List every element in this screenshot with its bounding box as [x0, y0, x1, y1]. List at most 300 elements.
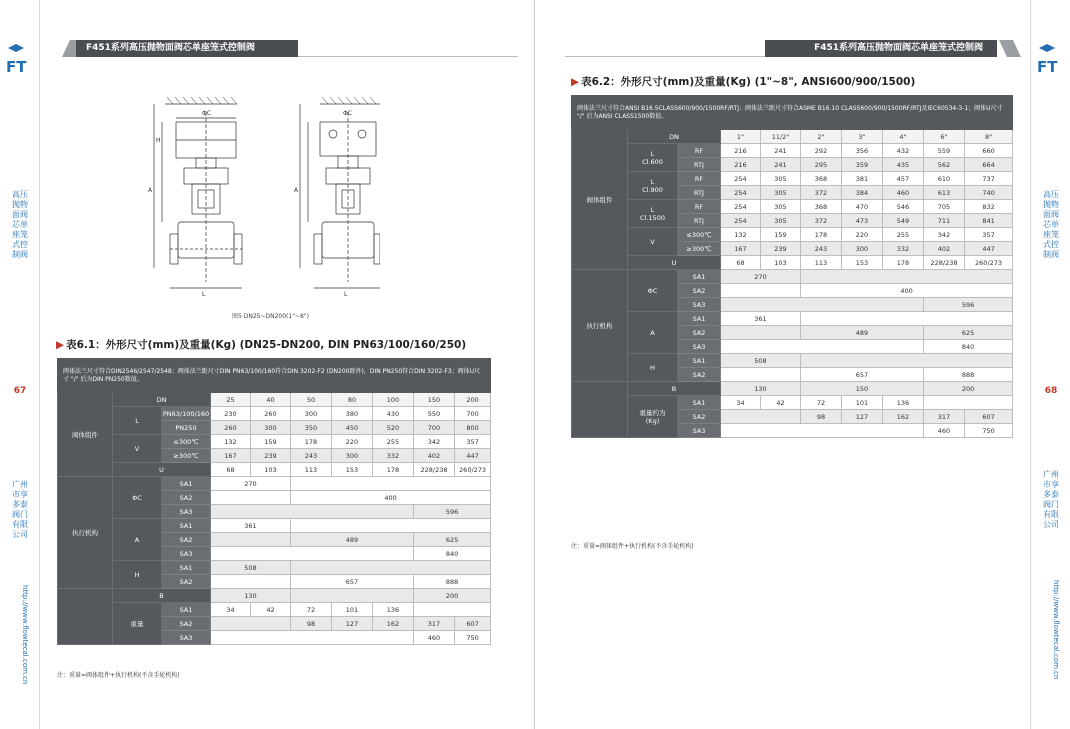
table-cell: 239: [251, 449, 291, 463]
table-cell: 700: [455, 407, 491, 421]
table-cell: 阀体法兰尺寸符合ANSI B16.5CLASS600/900/1500RF/RTJ；阀体法兰距尺寸符合ASME B16.10 CLASS600/900/1500RF/RTJ及IEC60534-3-1；阀体U尺寸 "/" 后为ANSI CLASS1500数值。: [572, 96, 1013, 130]
table-cell: 613: [924, 186, 965, 200]
table-cell: 8": [965, 130, 1013, 144]
table-cell: 400: [801, 284, 1013, 298]
table-cell: 132: [721, 228, 761, 242]
table-cell: 127: [842, 410, 883, 424]
right-page: [535, 0, 1070, 729]
table-cell: 243: [801, 242, 842, 256]
table-cell: 178: [801, 228, 842, 242]
table-cell: 80: [332, 393, 373, 407]
page-number: 67: [13, 386, 27, 396]
table-cell: [291, 589, 414, 603]
table-cell: 888: [414, 575, 491, 589]
table-cell: 300: [332, 449, 373, 463]
table-row: [572, 382, 1013, 396]
table-cell: L Cl.1500: [628, 200, 678, 228]
table-cell: [721, 298, 924, 312]
table-cell: 361: [211, 519, 291, 533]
table-cell: 260: [251, 407, 291, 421]
table-cell: 132: [211, 435, 251, 449]
table-cell: B: [113, 589, 211, 603]
table-cell: 596: [924, 298, 1013, 312]
table-cell: 705: [924, 200, 965, 214]
table-cell: [211, 505, 414, 519]
svg-text:L: L: [344, 291, 348, 298]
table-cell: ≤300℃: [162, 435, 211, 449]
table-cell: 270: [211, 477, 291, 491]
table-cell: 阀体法兰尺寸符合DIN2546/2547/2548；阀体法兰距尺寸DIN PN63/100/160符合DIN 3202-F2 (DN200除外)，DIN PN250符合DIN 3202-F3；阀体U尺寸 "/" 后为DIN PN250数值。: [58, 359, 491, 393]
valve-drawing: [140, 92, 380, 302]
table-cell: 800: [455, 421, 491, 435]
table-cell: SA1: [678, 270, 721, 284]
table-cell: SA2: [678, 284, 721, 298]
table-cell: 260/273: [455, 463, 491, 477]
table-cell: 300: [291, 407, 332, 421]
table-title: ▶ 表6.2：外形尺寸(mm)及重量(Kg) (1"~8", ANSI600/900/1500): [571, 76, 916, 88]
table-cell: 228/238: [924, 256, 965, 270]
table-row: [58, 561, 491, 575]
table-cell: SA1: [162, 519, 211, 533]
table-cell: 68: [211, 463, 251, 477]
table-row: [58, 393, 491, 407]
table-cell: 368: [801, 200, 842, 214]
table-cell: 489: [801, 326, 924, 340]
table-cell: [211, 547, 414, 561]
table-cell: SA2: [162, 575, 211, 589]
table-cell: [801, 354, 1013, 368]
table-cell: 356: [842, 144, 883, 158]
table-cell: 508: [211, 561, 291, 575]
table-cell: 342: [414, 435, 455, 449]
table-cell: ≥300℃: [162, 449, 211, 463]
table-cell: 254: [721, 186, 761, 200]
table-cell: 607: [455, 617, 491, 631]
table-cell: 150: [414, 393, 455, 407]
table-row: [58, 359, 491, 393]
table-cell: PN250: [162, 421, 211, 435]
table-cell: 254: [721, 172, 761, 186]
table-cell: A: [628, 312, 678, 354]
table-cell: 200: [924, 382, 1013, 396]
table-cell: 508: [721, 354, 801, 368]
table-cell: PN63/100/160: [162, 407, 211, 421]
footnote: 注：重量=阀体组件+执行机构(不含手轮机构): [57, 672, 180, 679]
table-row: [572, 200, 1013, 214]
table-cell: DN: [113, 393, 211, 407]
table-cell: [211, 533, 291, 547]
table-cell: 737: [965, 172, 1013, 186]
svg-text:FT: FT: [1037, 58, 1058, 76]
table-cell: [801, 312, 1013, 326]
table-title: ▶ 表6.1：外形尺寸(mm)及重量(Kg) (DN25-DN200, DIN PN63/100/160/250): [56, 339, 467, 351]
table-cell: 162: [373, 617, 414, 631]
right-sidebar: [1030, 0, 1070, 729]
table-cell: 550: [414, 407, 455, 421]
table-cell: SA2: [678, 326, 721, 340]
table-cell: 657: [801, 368, 924, 382]
table-cell: 368: [801, 172, 842, 186]
table-cell: 372: [801, 214, 842, 228]
page-header: F451系列高压抛物面阀芯单座笼式控制阀: [765, 40, 997, 57]
table-cell: 100: [373, 393, 414, 407]
page-header: F451系列高压抛物面阀芯单座笼式控制阀: [76, 40, 298, 57]
table-cell: 6": [924, 130, 965, 144]
table-cell: 740: [965, 186, 1013, 200]
table-cell: SA3: [162, 505, 211, 519]
table-cell: [721, 424, 924, 438]
table-row: [572, 256, 1013, 270]
table-cell: 重量约为 (Kg): [628, 396, 678, 438]
table-cell: 402: [414, 449, 455, 463]
table-cell: 657: [291, 575, 414, 589]
table-cell: 295: [801, 158, 842, 172]
table-cell: 101: [842, 396, 883, 410]
table-cell: 888: [924, 368, 1013, 382]
table-cell: 549: [883, 214, 924, 228]
table-cell: RTJ: [678, 186, 721, 200]
table-row: [58, 477, 491, 491]
table-cell: 305: [761, 186, 801, 200]
side-title: 高压抛物面阀芯单座笼式控制阀: [1043, 190, 1059, 259]
table-cell: 832: [965, 200, 1013, 214]
table-cell: [721, 368, 801, 382]
table-cell: SA3: [678, 424, 721, 438]
table-cell: 350: [291, 421, 332, 435]
table-cell: 113: [291, 463, 332, 477]
table-cell: 840: [924, 340, 1013, 354]
table-cell: 3": [842, 130, 883, 144]
table-cell: 460: [883, 186, 924, 200]
table-cell: [211, 631, 414, 645]
table-cell: 625: [924, 326, 1013, 340]
table-cell: 34: [721, 396, 761, 410]
table-cell: 150: [801, 382, 924, 396]
table-cell: SA1: [162, 561, 211, 575]
table-row: [58, 407, 491, 421]
table-cell: 254: [721, 214, 761, 228]
table-cell: 473: [842, 214, 883, 228]
svg-text:H: H: [156, 137, 161, 144]
table-cell: 130: [211, 589, 291, 603]
table-cell: 103: [251, 463, 291, 477]
company-name: 广州市享多泰阀门有限公司: [1043, 470, 1059, 529]
table-cell: 178: [883, 256, 924, 270]
table-cell: SA3: [678, 340, 721, 354]
header-accent: [999, 40, 1021, 57]
table-row: [572, 270, 1013, 284]
table-row: [58, 603, 491, 617]
table-cell: [924, 396, 1013, 410]
svg-text:FT: FT: [6, 58, 27, 76]
table-cell: 260/273: [965, 256, 1013, 270]
table-cell: A: [113, 519, 162, 561]
table-cell: 98: [291, 617, 332, 631]
table-cell: 317: [924, 410, 965, 424]
table-cell: 342: [924, 228, 965, 242]
table-cell: 34: [211, 603, 251, 617]
table-cell: SA1: [678, 354, 721, 368]
triangle-icon: ▶: [571, 76, 580, 88]
table-cell: 216: [721, 144, 761, 158]
table-cell: 113: [801, 256, 842, 270]
table-row: [58, 519, 491, 533]
table-cell: SA1: [678, 396, 721, 410]
table-cell: 重量: [113, 603, 162, 645]
table-cell: 167: [721, 242, 761, 256]
table-cell: 159: [251, 435, 291, 449]
table-row: [58, 435, 491, 449]
table-cell: 260: [211, 421, 251, 435]
table-cell: 162: [883, 410, 924, 424]
table-cell: SA2: [162, 533, 211, 547]
header-rule: [298, 56, 518, 57]
table-cell: 450: [332, 421, 373, 435]
table-cell: U: [628, 256, 721, 270]
table-cell: SA2: [162, 617, 211, 631]
svg-text:ΦC: ΦC: [202, 110, 211, 117]
table-cell: [721, 326, 801, 340]
table-cell: 607: [965, 410, 1013, 424]
table-cell: 447: [455, 449, 491, 463]
table-cell: 430: [373, 407, 414, 421]
table-cell: [572, 382, 628, 438]
table-cell: SA3: [678, 298, 721, 312]
table-cell: 103: [761, 256, 801, 270]
table-cell: L Cl.600: [628, 144, 678, 172]
table-cell: 42: [761, 396, 801, 410]
table-cell: 241: [761, 158, 801, 172]
table-cell: 841: [965, 214, 1013, 228]
table-cell: 25: [211, 393, 251, 407]
table-cell: RF: [678, 172, 721, 186]
website-url: http://www.flowtecal.com.cn: [1052, 580, 1060, 680]
table-row: [58, 589, 491, 603]
table-cell: V: [113, 435, 162, 463]
table-cell: 380: [332, 407, 373, 421]
table-cell: [58, 589, 113, 645]
table-cell: 305: [761, 214, 801, 228]
table-cell: 216: [721, 158, 761, 172]
table-cell: 520: [373, 421, 414, 435]
company-name: 广州市享多泰阀门有限公司: [12, 480, 28, 539]
table-cell: 625: [414, 533, 491, 547]
table-cell: H: [628, 354, 678, 382]
table-cell: 300: [251, 421, 291, 435]
header-rule: [565, 56, 765, 57]
table-cell: 711: [924, 214, 965, 228]
table-cell: 610: [924, 172, 965, 186]
table-cell: 98: [801, 410, 842, 424]
table-cell: 241: [761, 144, 801, 158]
table-cell: SA1: [162, 603, 211, 617]
dimension-table-ansi: [571, 95, 1013, 438]
table-cell: 254: [721, 200, 761, 214]
table-cell: H: [113, 561, 162, 589]
table-row: [572, 312, 1013, 326]
table-row: [58, 463, 491, 477]
table-cell: 159: [761, 228, 801, 242]
table-cell: 402: [924, 242, 965, 256]
table-cell: 300: [842, 242, 883, 256]
table-cell: 阀体组件: [58, 393, 113, 477]
table-cell: 270: [721, 270, 801, 284]
table-cell: [211, 617, 291, 631]
table-cell: 361: [721, 312, 801, 326]
footnote: 注：重量=阀体组件+执行机构(不含手轮机构): [571, 543, 694, 550]
table-cell: V: [628, 228, 678, 256]
table-cell: 1": [721, 130, 761, 144]
table-cell: 660: [965, 144, 1013, 158]
table-cell: 305: [761, 200, 801, 214]
table-cell: 130: [721, 382, 801, 396]
table-cell: 220: [332, 435, 373, 449]
table-cell: 750: [965, 424, 1013, 438]
table-cell: [721, 340, 924, 354]
table-cell: 750: [455, 631, 491, 645]
table-cell: 136: [373, 603, 414, 617]
ft-logo-icon: [1035, 42, 1067, 82]
table-cell: 239: [761, 242, 801, 256]
table-cell: 136: [883, 396, 924, 410]
table-cell: U: [113, 463, 211, 477]
table-cell: 332: [883, 242, 924, 256]
table-cell: SA1: [162, 477, 211, 491]
table-cell: 435: [883, 158, 924, 172]
svg-text:ΦC: ΦC: [343, 110, 352, 117]
table-cell: 220: [842, 228, 883, 242]
table-cell: B: [628, 382, 721, 396]
table-cell: 432: [883, 144, 924, 158]
table-cell: 230: [211, 407, 251, 421]
table-row: [572, 144, 1013, 158]
table-cell: 228/238: [414, 463, 455, 477]
table-cell: 127: [332, 617, 373, 631]
table-cell: RTJ: [678, 214, 721, 228]
table-cell: ≥300℃: [678, 242, 721, 256]
table-cell: [291, 561, 491, 575]
table-cell: 255: [883, 228, 924, 242]
table-cell: [721, 410, 801, 424]
table-cell: [211, 491, 291, 505]
table-row: [572, 130, 1013, 144]
table-cell: 42: [251, 603, 291, 617]
table-cell: SA2: [162, 491, 211, 505]
website-url: http://www.flowtecal.com.cn: [21, 585, 29, 685]
table-cell: 101: [332, 603, 373, 617]
table-cell: SA3: [162, 631, 211, 645]
figure-caption: 图5 DN25~DN200(1"~8"): [232, 313, 309, 320]
svg-text:A: A: [148, 187, 153, 194]
table-cell: [721, 284, 801, 298]
table-cell: 72: [291, 603, 332, 617]
table-row: [572, 354, 1013, 368]
table-cell: [414, 603, 491, 617]
table-cell: L Cl.900: [628, 172, 678, 200]
table-cell: [291, 519, 491, 533]
table-cell: 2": [801, 130, 842, 144]
table-cell: 489: [291, 533, 414, 547]
table-cell: 372: [801, 186, 842, 200]
table-row: [572, 96, 1013, 130]
table-cell: 11/2": [761, 130, 801, 144]
table-cell: 700: [414, 421, 455, 435]
table-cell: ≤300℃: [678, 228, 721, 242]
table-cell: [211, 575, 291, 589]
table-cell: 664: [965, 158, 1013, 172]
triangle-icon: ▶: [56, 339, 65, 351]
table-cell: SA2: [678, 368, 721, 382]
table-cell: 255: [373, 435, 414, 449]
table-cell: 460: [924, 424, 965, 438]
table-cell: 153: [842, 256, 883, 270]
table-cell: 359: [842, 158, 883, 172]
table-cell: SA3: [162, 547, 211, 561]
table-cell: 559: [924, 144, 965, 158]
table-cell: SA1: [678, 312, 721, 326]
svg-text:L: L: [202, 291, 206, 298]
table-cell: 470: [842, 200, 883, 214]
table-cell: 447: [965, 242, 1013, 256]
table-cell: 292: [801, 144, 842, 158]
table-cell: 153: [332, 463, 373, 477]
table-cell: 200: [414, 589, 491, 603]
table-cell: 840: [414, 547, 491, 561]
left-sidebar: [0, 0, 40, 729]
table-cell: 460: [414, 631, 455, 645]
table-cell: 305: [761, 172, 801, 186]
page-number: 68: [1044, 386, 1058, 396]
ft-logo-icon: [4, 42, 36, 82]
table-cell: 546: [883, 200, 924, 214]
svg-text:A: A: [294, 187, 299, 194]
table-cell: 阀体组件: [572, 130, 628, 270]
table-cell: 72: [801, 396, 842, 410]
table-cell: [801, 270, 1013, 284]
table-cell: 596: [414, 505, 491, 519]
table-cell: 167: [211, 449, 251, 463]
table-cell: 200: [455, 393, 491, 407]
table-cell: 40: [251, 393, 291, 407]
table-row: [572, 396, 1013, 410]
table-row: [572, 228, 1013, 242]
table-cell: DN: [628, 130, 721, 144]
table-cell: 381: [842, 172, 883, 186]
table-cell: 384: [842, 186, 883, 200]
table-cell: [291, 477, 491, 491]
table-cell: 执行机构: [572, 270, 628, 382]
table-cell: 400: [291, 491, 491, 505]
table-cell: 4": [883, 130, 924, 144]
table-cell: 68: [721, 256, 761, 270]
table-cell: 执行机构: [58, 477, 113, 589]
table-cell: 562: [924, 158, 965, 172]
table-cell: 317: [414, 617, 455, 631]
table-cell: RTJ: [678, 158, 721, 172]
table-cell: 243: [291, 449, 332, 463]
table-cell: 357: [455, 435, 491, 449]
table-cell: 357: [965, 228, 1013, 242]
table-cell: 178: [373, 463, 414, 477]
table-cell: 457: [883, 172, 924, 186]
table-cell: RF: [678, 200, 721, 214]
table-cell: ΦC: [628, 270, 678, 312]
table-cell: L: [113, 407, 162, 435]
table-row: [572, 172, 1013, 186]
table-cell: SA2: [678, 410, 721, 424]
table-cell: RF: [678, 144, 721, 158]
table-cell: 332: [373, 449, 414, 463]
